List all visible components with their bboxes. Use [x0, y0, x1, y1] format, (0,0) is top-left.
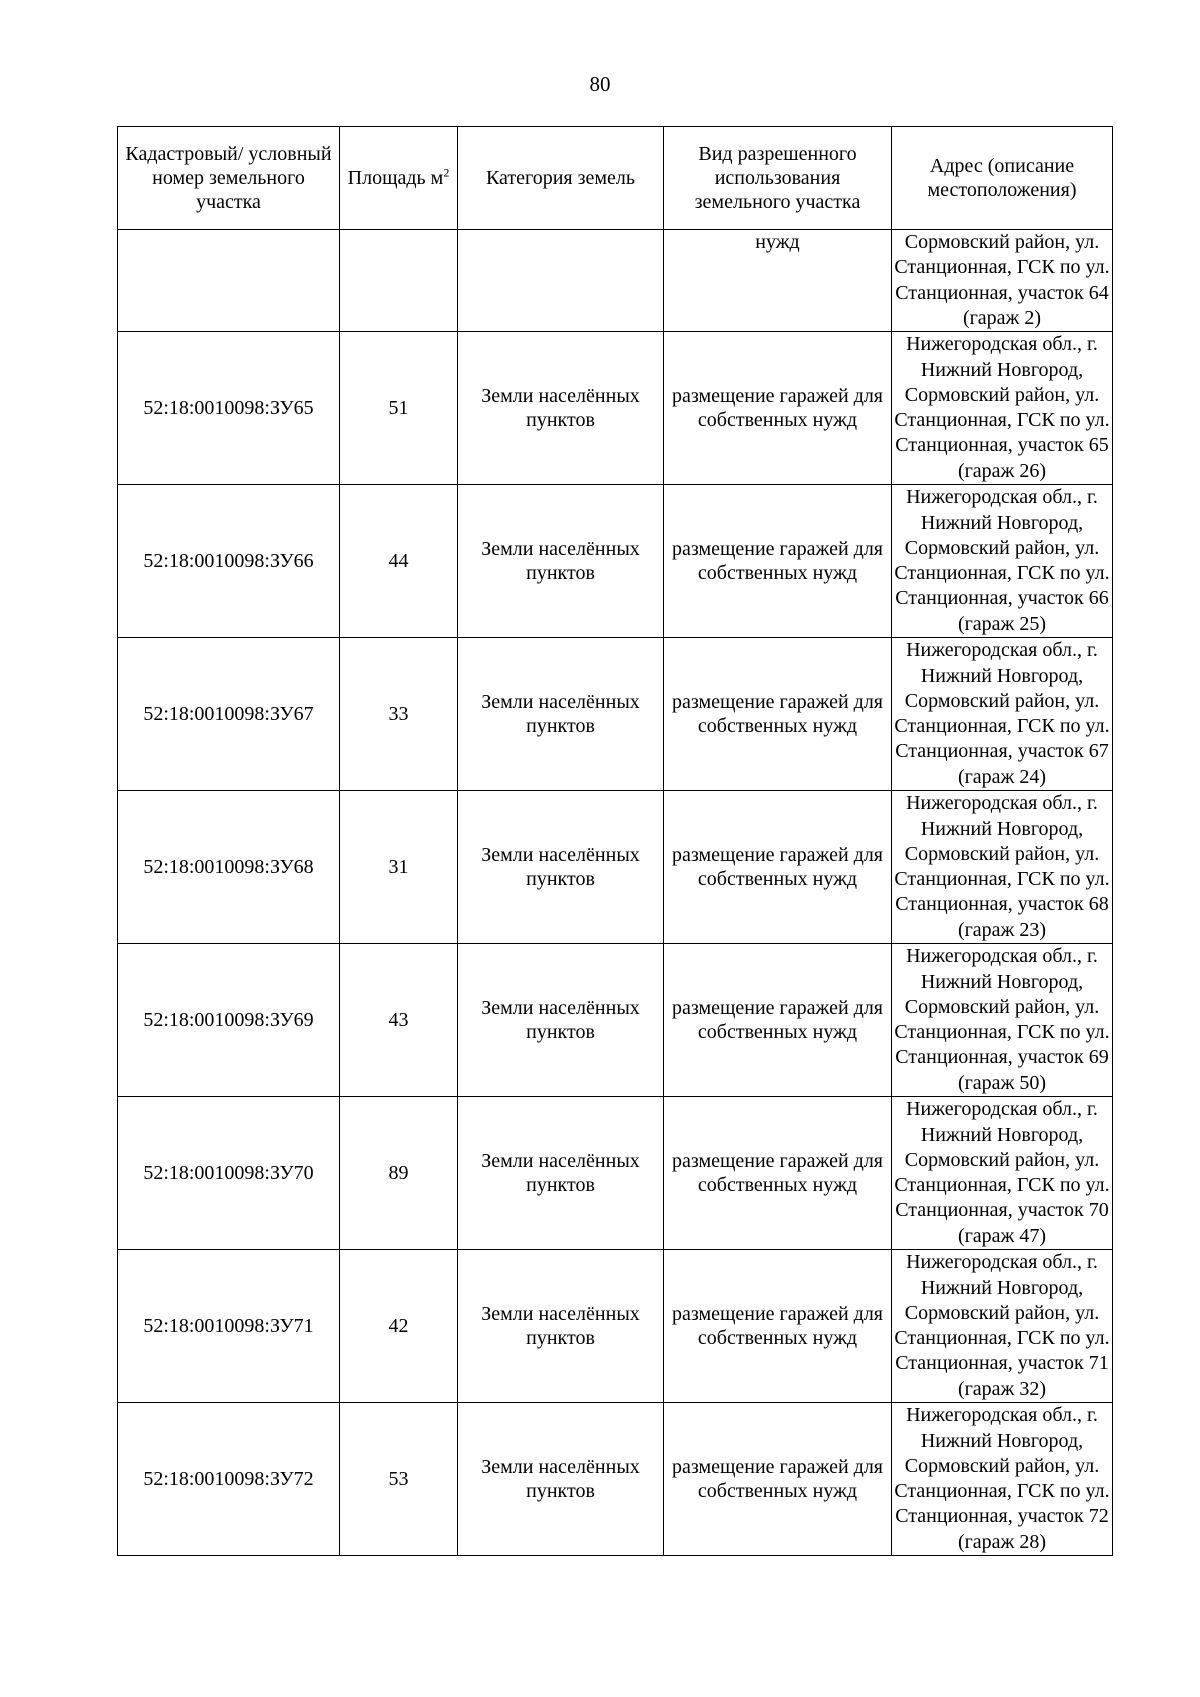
cell-use: размещение гаражей для собственных нужд — [664, 1097, 892, 1250]
cell-cadastral: 52:18:0010098:ЗУ68 — [118, 791, 340, 944]
cell-cadastral: 52:18:0010098:ЗУ66 — [118, 485, 340, 638]
cell-address-text: Нижегородская обл., г. Нижний Новгород, Сормовский район, ул. Станционная, ГСК по ул. Станционная, участок 69 (гараж 50) — [894, 945, 1110, 1094]
header-use: Вид разрешенного использования земельного участка — [664, 127, 892, 230]
header-cadastral: Кадастровый/ условный номер земельного участка — [118, 127, 340, 230]
table-row — [118, 1250, 1113, 1403]
cell-category: Земли населённых пунктов — [458, 944, 664, 1097]
cell-address — [892, 638, 1113, 791]
table-row — [118, 332, 1113, 485]
header-area-label: Площадь м — [347, 167, 444, 189]
cell-area: 33 — [340, 638, 458, 791]
cell-use: размещение гаражей для собственных нужд — [664, 638, 892, 791]
cell-address-text: Нижегородская обл., г. Нижний Новгород, Сормовский район, ул. Станционная, ГСК по ул. Станционная, участок 65 (гараж 26) — [894, 333, 1110, 482]
land-plots-table — [117, 126, 1113, 1556]
cell-use: размещение гаражей для собственных нужд — [664, 791, 892, 944]
cell-cadastral: 52:18:0010098:ЗУ69 — [118, 944, 340, 1097]
cell-category: Земли населённых пунктов — [458, 332, 664, 485]
table-body — [118, 230, 1113, 1556]
cell-use: размещение гаражей для собственных нужд — [664, 1250, 892, 1403]
cell-use: размещение гаражей для собственных нужд — [664, 1403, 892, 1556]
cell-area: 44 — [340, 485, 458, 638]
cell-address-text: Нижегородская обл., г. Нижний Новгород, Сормовский район, ул. Станционная, ГСК по ул. Станционная, участок 72 (гараж 28) — [894, 1404, 1110, 1553]
cell-cadastral: 52:18:0010098:ЗУ65 — [118, 332, 340, 485]
cell-address — [892, 332, 1113, 485]
table-row — [118, 485, 1113, 638]
cell-address — [892, 944, 1113, 1097]
cell-address — [892, 1250, 1113, 1403]
header-row — [118, 127, 1113, 230]
cell-category: Земли населённых пунктов — [458, 1403, 664, 1556]
cell-use: размещение гаражей для собственных нужд — [664, 485, 892, 638]
cell-address — [892, 485, 1113, 638]
cell-cadastral: 52:18:0010098:ЗУ71 — [118, 1250, 340, 1403]
cell-category: Земли населённых пунктов — [458, 1097, 664, 1250]
page-number: 80 — [589, 72, 611, 96]
cell-address-text: Нижегородская обл., г. Нижний Новгород, Сормовский район, ул. Станционная, ГСК по ул. Станционная, участок 71 (гараж 32) — [894, 1251, 1110, 1400]
cell-cadastral: 52:18:0010098:ЗУ67 — [118, 638, 340, 791]
table-row — [118, 1403, 1113, 1556]
cell-address — [892, 1097, 1113, 1250]
cell-use: размещение гаражей для собственных нужд — [664, 332, 892, 485]
cell-category: Земли населённых пунктов — [458, 485, 664, 638]
cell-address-text: Нижегородская обл., г. Нижний Новгород, Сормовский район, ул. Станционная, ГСК по ул. Станционная, участок 70 (гараж 47) — [894, 1098, 1110, 1247]
table-row — [118, 1097, 1113, 1250]
table-row — [118, 944, 1113, 1097]
cell-address-text: Нижегородская обл., г. Нижний Новгород, Сормовский район, ул. Станционная, ГСК по ул. Станционная, участок 66 (гараж 25) — [894, 486, 1110, 635]
cell-address — [892, 230, 1113, 332]
cell-area: 31 — [340, 791, 458, 944]
cell-use: размещение гаражей для собственных нужд — [664, 944, 892, 1097]
table-row-continued — [118, 230, 1113, 332]
cell-address-text: Сормовский район, ул. Станционная, ГСК по ул. Станционная, участок 64 (гараж 2) — [894, 231, 1110, 329]
header-address: Адрес (описание местоположения) — [892, 127, 1113, 230]
header-area-superscript: 2 — [443, 165, 450, 180]
cell-address-text: Нижегородская обл., г. Нижний Новгород, Сормовский район, ул. Станционная, ГСК по ул. Станционная, участок 67 (гараж 24) — [894, 639, 1110, 788]
cell-cadastral — [118, 230, 340, 332]
cell-address — [892, 791, 1113, 944]
cell-address — [892, 1403, 1113, 1556]
table-row — [118, 638, 1113, 791]
cell-area: 43 — [340, 944, 458, 1097]
cell-category: Земли населённых пунктов — [458, 638, 664, 791]
table-header — [118, 127, 1113, 230]
cell-category — [458, 230, 664, 332]
cell-address-text: Нижегородская обл., г. Нижний Новгород, Сормовский район, ул. Станционная, ГСК по ул. Станционная, участок 68 (гараж 23) — [894, 792, 1110, 941]
cell-cadastral: 52:18:0010098:ЗУ70 — [118, 1097, 340, 1250]
table-row — [118, 791, 1113, 944]
header-area — [340, 127, 458, 230]
cell-use: нужд — [664, 230, 892, 332]
cell-area: 53 — [340, 1403, 458, 1556]
header-category: Категория земель — [458, 127, 664, 230]
cell-area: 51 — [340, 332, 458, 485]
cell-category: Земли населённых пунктов — [458, 791, 664, 944]
cell-area: 42 — [340, 1250, 458, 1403]
cell-area — [340, 230, 458, 332]
cell-area: 89 — [340, 1097, 458, 1250]
cell-cadastral: 52:18:0010098:ЗУ72 — [118, 1403, 340, 1556]
cell-category: Земли населённых пунктов — [458, 1250, 664, 1403]
